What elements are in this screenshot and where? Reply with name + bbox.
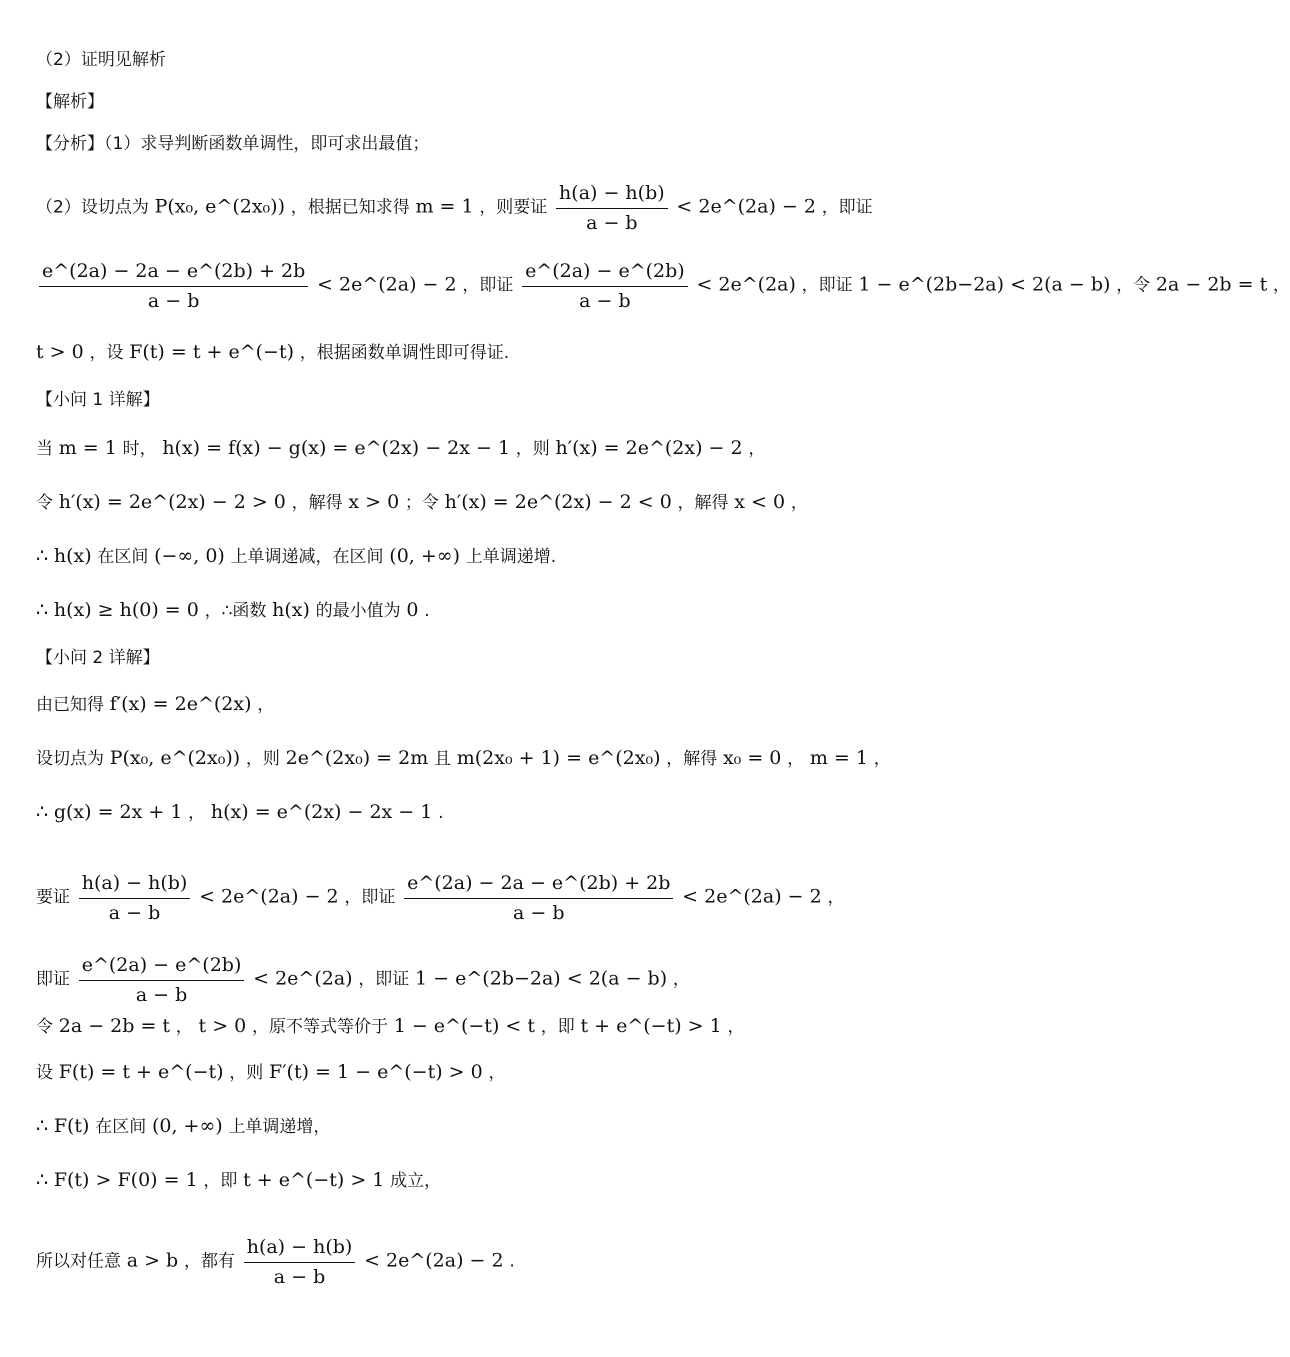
formula: 1 − e^(2b−2a) < 2(a − b) [415,967,668,990]
analysis-part1-line [36,132,429,156]
formula: m = 1 [58,437,117,459]
subquestion2-line-6 [36,1014,744,1039]
fraction [556,180,668,235]
therefore-symbol: ∴ [36,801,49,823]
fraction [522,258,688,313]
denominator: a − b [135,984,188,1006]
numerator: h(a) − h(b) [556,180,668,209]
denominator: a − b [586,212,638,234]
therefore-symbol: ∴ [36,1169,49,1191]
conclusion-line [36,1234,515,1289]
denominator: a − b [579,290,631,312]
heading-text: 【小问 1 详解】 [36,390,160,410]
subquestion1-line-4 [36,598,430,623]
formula: h(x) [53,545,92,567]
denominator: a − b [147,290,200,312]
denominator: a − b [513,902,565,924]
text: 当 [36,439,53,459]
text: 的最小值为 [315,601,401,621]
text: ，解得 [666,749,718,769]
text: 在区间 [95,1117,147,1137]
formula: g(x) = 2x + 1 [53,801,183,823]
text: ， [488,1063,506,1083]
text: ，则 [245,749,280,769]
formula: < 2e^(2a) − 2 [682,885,822,908]
analysis-heading [36,90,104,114]
text: （2）设切点为 [36,197,149,218]
text: . [438,803,444,823]
formula: < 2e^(2a) [253,967,353,990]
text: 上单调递增， [228,1117,331,1137]
formula: F(t) = t + e^(−t) [58,1061,224,1083]
text: ，∴函数 [204,601,267,621]
formula: h′(x) = 2e^(2x) − 2 > 0 [58,491,286,513]
numerator: h(a) − h(b) [244,1234,356,1263]
fraction [39,258,308,313]
text: ， [787,749,805,769]
subquestion1-heading [36,388,160,412]
subquestion1-line-3 [36,544,556,569]
text: ， [727,1017,745,1037]
text: ，即证 [358,969,410,990]
formula: x₀ = 0 [722,747,782,769]
formula: m = 1 [415,195,474,218]
formula: m = 1 [809,747,868,769]
text: ，即 [540,1017,575,1037]
formula: F(t) [53,1115,90,1137]
formula: t + e^(−t) > 1 [243,1169,385,1191]
therefore-symbol: ∴ [36,1115,49,1137]
numerator: e^(2a) − 2a − e^(2b) + 2b [404,870,673,899]
subquestion1-line-2 [36,490,808,515]
text: ， [790,493,808,513]
text: ，则 [229,1063,264,1083]
formula: 1 − e^(2b−2a) < 2(a − b) [858,273,1111,296]
text: 【分析】（1）求导判断函数单调性，即可求出最值； [36,134,430,154]
numerator: h(a) − h(b) [79,870,191,899]
numerator: e^(2a) − e^(2b) [522,258,688,287]
subquestion2-heading [36,646,160,670]
text: 要证 [36,887,70,908]
text: 设切点为 [36,749,104,769]
formula: x > 0 [348,491,400,513]
fraction [79,952,245,1007]
formula: 1 − e^(−t) < t [393,1015,535,1037]
analysis-part2-line-3 [36,340,509,365]
text: ，解得 [291,493,343,513]
formula: F(t) > F(0) = 1 [53,1169,198,1191]
text: 所以对任意 [36,1251,121,1272]
text: ，即 [203,1171,238,1191]
text: ， [873,749,891,769]
formula: a > b [126,1249,179,1272]
subquestion2-line-9 [36,1168,441,1193]
formula: h(x) = e^(2x) − 2x − 1 [210,801,433,823]
text: ，解得 [677,493,729,513]
formula: < 2e^(2a) − 2 [317,273,457,296]
text: ，即证 [801,275,853,296]
text: ，即证 [344,887,396,908]
text: ， [748,439,766,459]
text: 令 [36,1017,53,1037]
formula: P(x₀, e^(2x₀)) [154,195,285,218]
text: ；令 [404,493,439,513]
formula: < 2e^(2a) − 2 [676,195,816,218]
formula: 2a − 2b = t [58,1015,171,1037]
text: ，设 [89,343,124,363]
formula: h(x) ≥ h(0) = 0 [53,599,199,621]
text: 在区间 [97,547,149,567]
formula: (−∞, 0) [154,545,225,567]
subquestion2-line-8 [36,1114,330,1139]
text: 上单调递增. [465,547,557,567]
therefore-symbol: ∴ [36,545,49,567]
formula: (0, +∞) [389,545,461,567]
formula: < 2e^(2a) − 2 [364,1249,504,1272]
formula: h′(x) = 2e^(2x) − 2 < 0 [444,491,672,513]
fraction [79,870,191,925]
text: 即证 [36,969,70,990]
formula: (0, +∞) [151,1115,223,1137]
formula: x < 0 [734,491,786,513]
text: ，都有 [183,1251,235,1272]
formula: h(x) [272,599,310,621]
formula: 0 [406,599,419,621]
text: ， [188,803,206,823]
formula: h′(x) = 2e^(2x) − 2 [555,437,743,459]
analysis-part2-line-2 [36,258,1290,313]
text: 成立， [390,1171,442,1191]
text: 由已知得 [36,695,104,715]
subquestion2-line-7 [36,1060,505,1085]
analysis-part2-line [36,180,873,235]
formula: F(t) = t + e^(−t) [129,341,295,363]
text: 且 [433,749,451,769]
text: 时， [122,439,157,459]
fraction [244,1234,356,1289]
therefore-symbol: ∴ [36,599,49,621]
formula: h(x) = f(x) − g(x) = e^(2x) − 2x − 1 [162,437,511,459]
text: ，令 [1116,275,1151,296]
formula: 2e^(2x₀) = 2m [285,747,429,769]
numerator: e^(2a) − 2a − e^(2b) + 2b [39,258,308,287]
formula: t + e^(−t) > 1 [580,1015,722,1037]
numerator: e^(2a) − e^(2b) [79,952,245,981]
text: ，则 [515,439,550,459]
subquestion2-line-1 [36,692,274,717]
formula: F′(t) = 1 − e^(−t) > 0 [269,1061,483,1083]
subquestion2-line-4 [36,870,844,925]
text: ，即证 [821,197,873,218]
text: 令 [36,493,53,513]
formula: P(x₀, e^(2x₀)) [109,747,241,769]
text: ，即证 [462,275,514,296]
text: ， [257,695,275,715]
denominator: a − b [108,902,161,924]
formula: m(2x₀ + 1) = e^(2x₀) [456,747,661,769]
part2-answer-line [36,48,166,72]
formula: < 2e^(2a) [696,273,796,296]
heading-text: 【解析】 [36,92,104,112]
text: （2）证明见解析 [36,50,166,70]
formula: t > 0 [36,341,84,363]
formula: 2a − 2b = t [1155,273,1268,296]
text: ， [827,887,845,908]
text: ，根据已知求得 [290,197,410,218]
text: . [509,1251,515,1272]
subquestion2-line-5 [36,952,690,1007]
text: ， [672,969,690,990]
text: 设 [36,1063,53,1083]
text: ， [1272,275,1290,296]
text: 上单调递减，在区间 [230,547,384,567]
subquestion1-line-1 [36,436,765,461]
subquestion2-line-2 [36,746,891,771]
subquestion2-line-3 [36,800,444,825]
fraction [404,870,673,925]
heading-text: 【小问 2 详解】 [36,648,160,668]
formula: t > 0 [198,1015,247,1037]
formula: < 2e^(2a) − 2 [199,885,339,908]
text: ， [175,1017,193,1037]
text: ，根据函数单调性即可得证. [299,343,510,363]
denominator: a − b [273,1266,326,1288]
formula: f′(x) = 2e^(2x) [109,693,252,715]
text: ，原不等式等价于 [251,1017,388,1037]
text: . [424,601,430,621]
text: ，则要证 [479,197,548,218]
